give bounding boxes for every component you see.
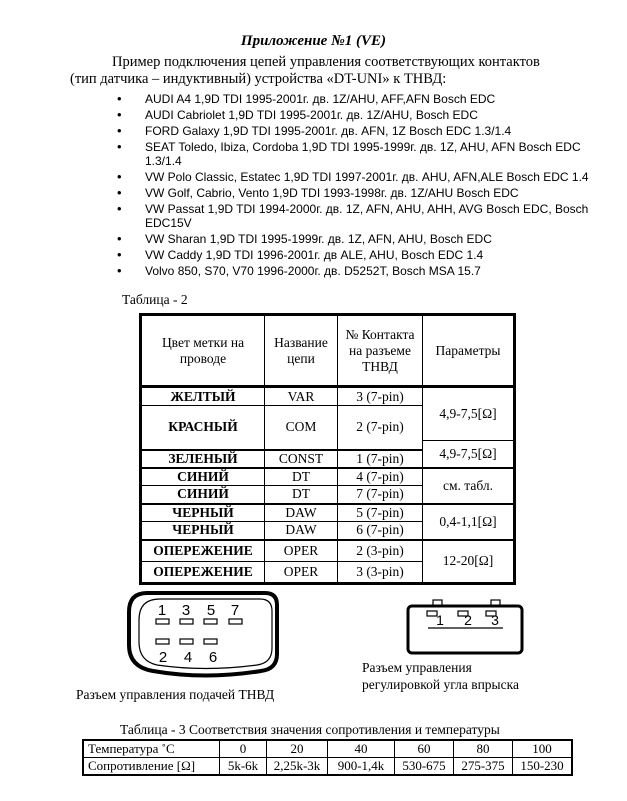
circuit-cell: DT bbox=[265, 486, 338, 504]
pin-socket bbox=[229, 619, 242, 624]
header-cell: Название цепи bbox=[265, 315, 338, 387]
resistance-cell: 530-675 bbox=[395, 758, 454, 776]
pin-socket bbox=[204, 639, 217, 644]
table-row bbox=[83, 740, 572, 758]
table-row bbox=[141, 540, 515, 562]
header-cell: Параметры bbox=[423, 315, 515, 387]
wire-color-cell: ОПЕРЕЖЕНИЕ bbox=[141, 540, 265, 562]
params-cell: 4,9-7,5[Ω] bbox=[423, 387, 515, 441]
contact-cell: 4 (7-pin) bbox=[338, 468, 423, 486]
table-row bbox=[141, 504, 515, 522]
wire-color-cell: СИНИЙ bbox=[141, 486, 265, 504]
header-cell: Цвет метки на проводе bbox=[141, 315, 265, 387]
device-item: • FORD Galaxy 1,9D TDI 1995-2001г. дв. AFN, 1Z Bosch EDC 1.3/1.4 bbox=[117, 124, 597, 138]
table-header-row bbox=[141, 315, 515, 387]
circuit-cell: OPER bbox=[265, 562, 338, 584]
connector-7pin-diagram bbox=[125, 590, 280, 680]
temp-cell: 80 bbox=[454, 740, 513, 758]
contact-cell: 3 (7-pin) bbox=[338, 387, 423, 406]
wire-color-cell: СИНИЙ bbox=[141, 468, 265, 486]
wire-color-cell: ЧЕРНЫЙ bbox=[141, 504, 265, 522]
circuit-cell: COM bbox=[265, 406, 338, 450]
contact-cell: 6 (7-pin) bbox=[338, 522, 423, 540]
row-label: Температура ˚С bbox=[83, 740, 220, 758]
device-item: • Volvo 850, S70, V70 1996-2000г. дв. D5252T, Bosch MSA 15.7 bbox=[117, 264, 597, 278]
table2-caption: Таблица - 2 bbox=[122, 292, 188, 307]
table-row bbox=[83, 758, 572, 776]
device-item: • VW Caddy 1,9D TDI 1996-2001г. дв ALE, AHU, Bosch EDC 1.4 bbox=[117, 248, 597, 262]
pin-label: 5 bbox=[206, 602, 216, 619]
resistance-table bbox=[82, 739, 573, 776]
table3-caption: Таблица - 3 Соответствия значения сопротивления и температуры bbox=[120, 722, 500, 737]
device-item: • VW Polo Classic, Estatec 1,9D TDI 1997-2001г. дв. AHU, AFN,ALE Bosch EDC 1.4 bbox=[117, 170, 597, 184]
temp-cell: 60 bbox=[395, 740, 454, 758]
pin-socket bbox=[156, 619, 169, 624]
pin-label: 1 bbox=[436, 612, 444, 628]
contact-cell: 5 (7-pin) bbox=[338, 504, 423, 522]
pin-socket bbox=[204, 619, 217, 624]
caption-line: Разъем управления bbox=[362, 660, 472, 675]
params-cell: см. табл. bbox=[423, 468, 515, 504]
intro-line-1: Пример подключения цепей управления соответствующих контактов bbox=[112, 54, 540, 70]
pin-socket bbox=[180, 619, 193, 624]
contact-cell: 3 (3-pin) bbox=[338, 562, 423, 584]
pin-label: 4 bbox=[183, 649, 193, 666]
contact-cell: 2 (7-pin) bbox=[338, 406, 423, 450]
circuit-cell: OPER bbox=[265, 540, 338, 562]
circuit-cell: DT bbox=[265, 468, 338, 486]
pin-socket bbox=[180, 639, 193, 644]
pin-label: 7 bbox=[230, 602, 240, 619]
resistance-cell: 2,25k-3k bbox=[267, 758, 328, 776]
resistance-cell: 5k-6k bbox=[220, 758, 267, 776]
device-item: • VW Golf, Cabrio, Vento 1,9D TDI 1993-1998г. дв. 1Z/AHU Bosch EDC bbox=[117, 186, 597, 200]
device-list bbox=[117, 92, 597, 280]
caption-line: регулировкой угла впрыска bbox=[362, 677, 519, 692]
device-item: • AUDI A4 1,9D TDI 1995-2001г. дв. 1Z/AHU, AFF,AFN Bosch EDC bbox=[117, 92, 597, 106]
row-label: Сопротивление [Ω] bbox=[83, 758, 220, 776]
circuit-cell: DAW bbox=[265, 504, 338, 522]
resistance-cell: 275-375 bbox=[454, 758, 513, 776]
circuit-cell: CONST bbox=[265, 450, 338, 468]
connector-3pin-caption bbox=[362, 659, 519, 693]
pin-socket bbox=[156, 639, 169, 644]
wire-color-cell: ЖЕЛТЫЙ bbox=[141, 387, 265, 406]
resistance-cell: 150-230 bbox=[513, 758, 573, 776]
device-item: • SEAT Toledo, Ibiza, Cordoba 1,9D TDI 1995-1999г. дв. 1Z, AHU, AFN Bosch EDC 1.3/1.4 bbox=[117, 140, 597, 168]
temp-cell: 0 bbox=[220, 740, 267, 758]
pin-label: 6 bbox=[208, 649, 218, 666]
device-item: • VW Sharan 1,9D TDI 1995-1999г. дв. 1Z, AFN, AHU, Bosch EDC bbox=[117, 232, 597, 246]
table-row bbox=[141, 387, 515, 406]
contact-cell: 2 (3-pin) bbox=[338, 540, 423, 562]
table-row bbox=[141, 468, 515, 486]
pin-label: 3 bbox=[491, 612, 499, 628]
header-cell: № Контакта на разъеме ТНВД bbox=[338, 315, 423, 387]
pin-label: 1 bbox=[157, 602, 167, 619]
wire-color-cell: ЗЕЛЕНЫЙ bbox=[141, 450, 265, 468]
device-item: • AUDI Cabriolet 1,9D TDI 1995-2001г. дв. 1Z/AHU, Bosch EDC bbox=[117, 108, 597, 122]
resistance-cell: 900-1,4k bbox=[328, 758, 395, 776]
connector-3pin-diagram bbox=[395, 598, 525, 656]
wire-color-cell: ЧЕРНЫЙ bbox=[141, 522, 265, 540]
contact-cell: 1 (7-pin) bbox=[338, 450, 423, 468]
pin-label: 3 bbox=[181, 602, 191, 619]
wiring-table bbox=[139, 313, 516, 585]
circuit-cell: DAW bbox=[265, 522, 338, 540]
params-cell: 0,4-1,1[Ω] bbox=[423, 504, 515, 540]
connector-7pin-caption: Разъем управления подачей ТНВД bbox=[76, 687, 275, 702]
wire-color-cell: ОПЕРЕЖЕНИЕ bbox=[141, 562, 265, 584]
pin-label: 2 bbox=[464, 612, 472, 628]
wire-color-cell: КРАСНЫЙ bbox=[141, 406, 265, 450]
circuit-cell: VAR bbox=[265, 387, 338, 406]
temp-cell: 20 bbox=[267, 740, 328, 758]
temp-cell: 100 bbox=[513, 740, 573, 758]
pin-label: 2 bbox=[158, 649, 168, 666]
intro-paragraph bbox=[70, 54, 590, 88]
params-cell: 12-20[Ω] bbox=[423, 540, 515, 584]
temp-cell: 40 bbox=[328, 740, 395, 758]
params-cell: 4,9-7,5[Ω] bbox=[423, 441, 515, 468]
page-heading: Приложение №1 (VE) bbox=[240, 33, 387, 49]
intro-line-2: (тип датчика – индуктивный) устройства «DT-UNI» к ТНВД: bbox=[70, 71, 447, 87]
contact-cell: 7 (7-pin) bbox=[338, 486, 423, 504]
device-item: • VW Passat 1,9D TDI 1994-2000г. дв. 1Z, AFN, AHU, AHH, AVG Bosch EDC, Bosch EDC15V bbox=[117, 202, 597, 230]
